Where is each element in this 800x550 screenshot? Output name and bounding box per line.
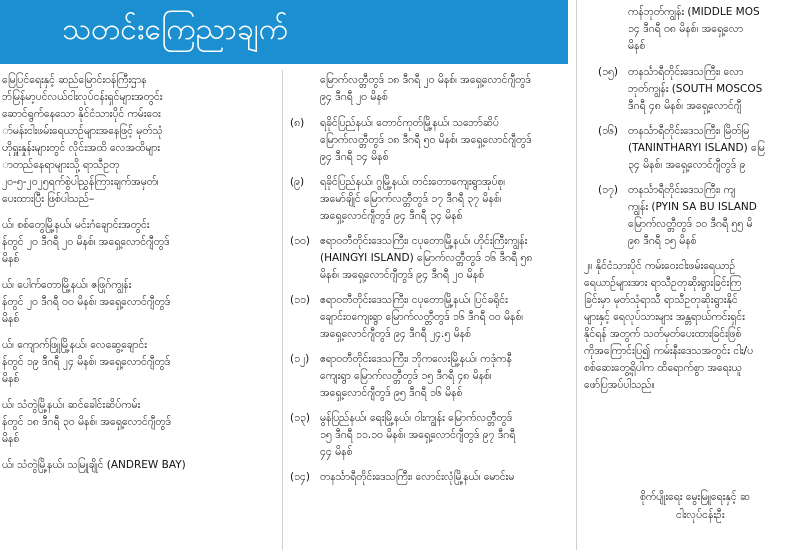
text-line: ရခိုင်ပြည်နယ်၊ တောင်ကုတ်မြို့နယ်၊ သဘော်ဆိပ် (320, 117, 499, 129)
numbered-location-item (290, 292, 572, 343)
announcement-banner (0, 0, 568, 64)
text-line: ပေးထားပြီး ဖြစ်ပါသည်– (2, 193, 95, 205)
text-line: ဆောင်ရွက်နေသော နိုင်ငံသားပိုင် ကမ်းဝေး (2, 108, 161, 120)
item-number: (၁၁) (290, 294, 311, 306)
text-line: မိနစ် (2, 433, 20, 445)
continued-paragraph (320, 72, 572, 106)
text-line: မြောက်လတ္တီတွဒ် ၁၀ ဒီဂရီ ၅၅ မိ (628, 218, 753, 230)
text-column-right (584, 4, 800, 550)
text-line: မိနစ် (2, 373, 20, 385)
text-line: များနှင့် ရေလုပ်သားများ အန္တရာယ်ကင်းရှင်း (584, 311, 745, 323)
item-number: (၁၃) (290, 412, 311, 424)
text-line: ခြင်းမှာ မုတ်သုံရာသီ ရာသီဥတုဆိုးရွားနိုင် (584, 294, 738, 306)
text-line: ဧရာဝတီတိုင်းဒေသကြီး၊ ဘိုကလေးမြို့နယ်၊ ကဒုံကနီ (320, 353, 512, 365)
text-line: န်တွင် ၂၀ ဒီဂရီ ၂၀ မိနစ်၊ အရှေ့လောင်ဂျီတွဒ် (2, 236, 170, 248)
text-line: မြေပြင်ရေးနှင့် ဆည်မြောင်းဝန်ကြီးဌာန (2, 74, 147, 86)
numbered-location-item (290, 410, 572, 461)
text-line: (TANINTHARYI ISLAND) မြေ (628, 142, 765, 154)
text-line: မိနစ်၊ အရှေ့လောင်ဂျီတွဒ် ၉၄ ဒီဂရီ ၂၀ မိနစ် (320, 269, 485, 281)
location-paragraph (0, 217, 278, 268)
column-divider (282, 70, 283, 550)
text-line: မြောက်လတ္တီတွဒ် ၁၈ ဒီဂရီ ၂၀ မိနစ်၊ အရှေ့လောင်ဂျီတွဒ် (320, 74, 531, 86)
text-line: ဒီဂရီ ၄၈ မိနစ်၊ အရှေ့လောင်ဂျီ (628, 100, 742, 112)
text-line: ယ်၊ စစ်တွေမြို့နယ်၊ မင်းဂံချောင်းအတွင်း (2, 219, 150, 231)
text-line: ယ်၊ သံတွဲမြို့နယ်၊ သမြူချိုင် (ANDREW BAY) (2, 459, 186, 471)
text-line: ကိုအကြောင်းပြ၍ ကမ်းနီးဒေသအတွင်း ငါး/ပ (584, 345, 754, 357)
text-line: ၄၄ မိနစ် (320, 446, 353, 458)
text-line: ၃၄ မိနစ်၊ အရှေ့လောင်ဂျီတွဒ် ၉ (628, 159, 746, 171)
item-number: (၉) (290, 176, 305, 188)
text-line: ၂ဝ-၅-၂၀၂၅ရက်စွဲပါညွှန်ကြားချက်အမှတ်၊ (2, 176, 159, 188)
text-line: ၁၅ ဒီဂရီ ၁၁.၁၀ မိနစ်၊ အရှေ့လောင်ဂျီတွဒ် ၉၇ ဒီဂရီ (320, 429, 516, 441)
text-line: မိနစ် (2, 313, 20, 325)
text-line: ၉၈ ဒီဂရီ ၁၅ မိနစ် (628, 235, 697, 247)
text-line: ဟိုရှူးနှုန်းများတွင် လိုင်းအထိ လေအထိများ (2, 142, 160, 154)
text-line: ၂။ နိုင်ငံသားပိုင် ကမ်းဝေးငါးဖမ်းရေယာဉ် (584, 260, 736, 272)
item-number: (၈) (290, 117, 305, 129)
numbered-location-item (598, 123, 800, 174)
text-line: ကျွန်း (PYIN SA BU ISLAND (628, 201, 757, 213)
text-line: အရှေ့လောင်ဂျီတွဒ် ၉၄ ဒီဂရီ ၃၄ မိနစ် (320, 210, 463, 222)
text-column-left (0, 72, 278, 550)
text-line: မိနစ် (628, 40, 646, 52)
item-number: (၁၆) (598, 125, 619, 137)
text-line: ဘုတ်ကျွန်း (SOUTH MOSCOS (628, 83, 763, 95)
text-line: မိနစ် (2, 253, 20, 265)
text-line: တနင်္သာရီတိုင်းဒေသကြီး၊ လောင်းလုံမြို့နယ်၊ မောင်းမ (320, 471, 515, 483)
item-number: (၁၇) (598, 184, 619, 196)
text-line: အရှေ့လောင်ဂျီတွဒ် ၉၅ ဒီဂရီ ၁၆ မိနစ် (320, 387, 463, 399)
numbered-location-item (290, 351, 572, 402)
continued-paragraph (628, 4, 800, 55)
location-paragraph (0, 457, 278, 474)
text-line: န်တွင် ၂၀ ဒီဂရီ ၀၀ မိနစ်၊ အရှေ့လောင်ဂျီတွဒ် (2, 296, 171, 308)
text-line: ၁၄ ဒီဂရီ ၀၈ မိနစ်၊ အရှေ့လော (628, 23, 744, 35)
text-line: ချောင်းဝကျေးရွာ မြောက်လတ္တီတွဒ် ၁၆ ဒီဂရီ ၀၀ မိနစ်၊ (320, 311, 524, 323)
column-divider (576, 0, 577, 550)
numbered-location-item (290, 115, 572, 166)
text-line: ကျေးရွာ မြောက်လတ္တီတွဒ် ၁၅ ဒီဂရီ ၄၈ မိနစ်၊ (320, 370, 492, 382)
signature-line: စိုက်ပျိုးရေး မွေးမြူရေးနှင့် ဆ (640, 491, 751, 503)
location-paragraph (0, 277, 278, 328)
intro-paragraph (0, 72, 278, 208)
text-column-middle (290, 72, 572, 550)
text-line: ရေယာဉ်များအား ရာသီဥတုဆိုးရွားခြင်းကြ (584, 277, 742, 289)
item-number: (၁၅) (598, 66, 619, 78)
text-line: ၉၄ ဒီဂရီ ၂၀ မိနစ် (320, 91, 388, 103)
text-line: တနင်္သာရီတိုင်းဒေသကြီး၊ ကျ (628, 184, 736, 196)
text-line: ၉၄ ဒီဂရီ ၁၄ မိနစ် (320, 151, 389, 163)
numbered-location-item (598, 182, 800, 250)
numbered-location-item (598, 64, 800, 115)
item-number: (၁၄) (290, 471, 311, 483)
text-line: မြောက်လတ္တီတွဒ် ၁၈ ဒီဂရီ ၅၀ မိနစ်၊ အရှေ့လောင်ဂျီတွဒ် (320, 134, 532, 146)
item-number: (၁၀) (290, 235, 311, 247)
text-line: ဧရာဝတီတိုင်းဒေသကြီး၊ ငပုတောမြို့နယ်၊ ဟိုင်းကြီးကျွန်း (320, 235, 528, 247)
text-line: ဧရာဝတီတိုင်းဒေသကြီး၊ ငပုတောမြို့နယ်၊ ပြင်ခရိုင်း (320, 294, 508, 306)
text-line: တနင်္သာရီတိုင်းဒေသကြီး၊ လော (628, 66, 744, 78)
section-2-paragraph (584, 258, 800, 394)
item-number: (၁၂) (290, 353, 310, 365)
text-line: ယ်၊ ကျောက်ဖြူမြို့နယ်၊ လေဆွေ့ချောင်း (2, 339, 147, 351)
text-line: မွန်ပြည်နယ်၊ ရေးမြို့နယ်၊ ဝါးကျွန်း မြောက်လတ္တီတွဒ် (320, 412, 513, 424)
text-line: စစ်ဆေးတွေ့ရှိပါက ထိရောက်စွာ အရေးယူ (584, 362, 742, 374)
text-line: တနင်္သာရီတိုင်းဒေသကြီး၊ မြိတ်မြ (628, 125, 750, 137)
numbered-location-item (290, 469, 572, 486)
location-paragraph (0, 397, 278, 448)
text-line: ယ်၊ ပေါက်တောမြို့နယ်၊ ဇဖြုဂ်ကျွန်း (2, 279, 132, 291)
text-line: ရခိုင်ပြည်နယ်၊ ဂွမြို့နယ်၊ တင်းတောကျေးရွာအုပ်စု၊ (320, 176, 506, 188)
text-line: ကန်ဘုတ်ကျွန်း (MIDDLE MOS (628, 6, 760, 18)
numbered-location-item (290, 174, 572, 225)
text-line: န်တွင် ၁၈ ဒီဂရီ ၃၀ မိနစ်၊ အရှေ့လောင်ဂျီတွဒ် (2, 416, 172, 428)
text-line: အရှေ့လောင်ဂျီတွဒ် ၉၄ ဒီဂရီ ၂၄.၅ မိနစ် (320, 328, 471, 340)
text-line: န်တွင် ၁၉ ဒီဂရီ ၂၄ မိနစ်၊ အရှေ့လောင်ဂျီတွဒ် (2, 356, 171, 368)
location-paragraph (0, 337, 278, 388)
banner-title: သတင်းကြေညာချက် (62, 12, 289, 47)
text-line: နိုင်ရန် အတွက် သတ်မှတ်ပေးထားခြင်းဖြစ် (584, 328, 742, 340)
signature-block (640, 488, 800, 524)
text-line: ာ်မန်းငါးဖမ်းရေယာဉ်များအနေဖြင့် မုတ်သုံ (2, 125, 163, 137)
numbered-location-item (290, 233, 572, 284)
text-line: အမော်ချိုင် မြောက်လတ္တီတွဒ် ၁၇ ဒီဂရီ ၃၇ မိနစ်၊ (320, 193, 502, 205)
text-line: ယ်၊ သံတွဲမြို့နယ်၊ ဆင်ခေါင်းဆိပ်ကမ်း (2, 399, 141, 411)
text-line: ာတည်နေရာများသို့ ရာသီဥတု (2, 159, 120, 171)
text-line: (HAINGYI ISLAND) မြောက်လတ္တီတွဒ် ၁၆ ဒီဂရီ ၅၈ (320, 252, 533, 264)
text-line: ဘ်မြန်မာ့ပင်လယ်ငါးလုပ်ငန်းရှင်များအတွင်း (2, 91, 163, 103)
signature-line: ငါးလုပ်ငန်းဦး (676, 509, 725, 521)
text-line: ဖော်ပြအပ်ပါသည်။ (584, 379, 655, 391)
